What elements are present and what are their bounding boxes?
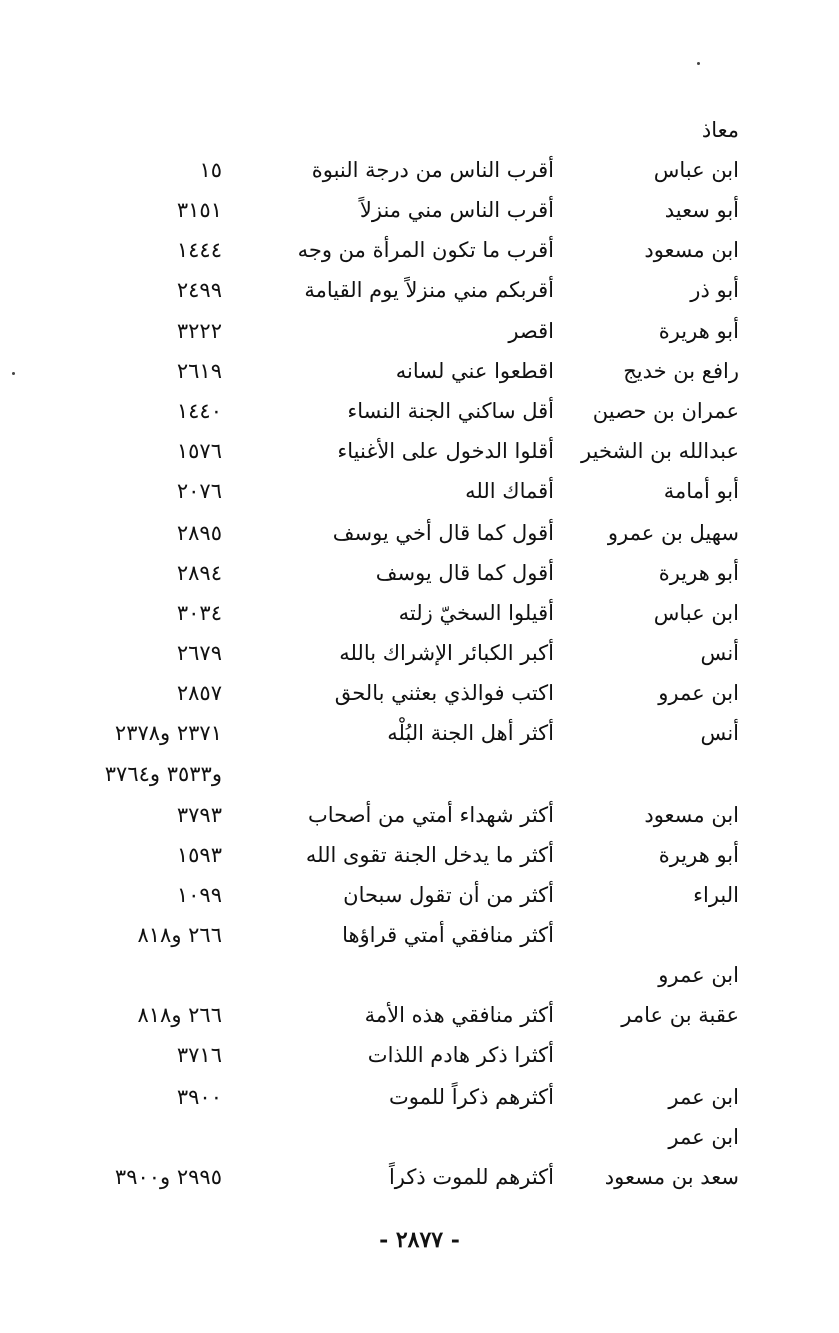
hadith-reference: ٢٨٥٧ <box>176 681 222 705</box>
index-row <box>0 553 839 593</box>
narrator-name: ابن عمرو <box>658 681 739 705</box>
index-row <box>0 915 839 955</box>
index-row <box>0 230 839 270</box>
hadith-reference: ٢٦٦ و٨١٨ <box>137 923 222 947</box>
index-row <box>0 471 839 511</box>
page-number: - ٢٨٧٧ - <box>379 1227 460 1253</box>
narrator-name: سهيل بن عمرو <box>607 521 739 545</box>
hadith-reference: ٢٩٩٥ و٣٩٠٠ <box>114 1165 222 1189</box>
index-row <box>0 593 839 633</box>
hadith-text: اقطعوا عني لسانه <box>395 359 554 383</box>
index-row <box>0 150 839 190</box>
hadith-reference: ٢٣٧١ و٢٣٧٨ <box>114 721 222 745</box>
hadith-reference: ٣٧٩٣ <box>176 803 222 827</box>
narrator-name: أنس <box>700 641 739 665</box>
hadith-text: اكتب فوالذي بعثني بالحق <box>334 681 554 705</box>
hadith-reference: ١٤٤٠ <box>176 399 222 423</box>
hadith-text: أقول كما قال أخي يوسف <box>332 521 554 545</box>
narrator-name: ابن عمر <box>668 1125 739 1149</box>
hadith-text: أقرب الناس من درجة النبوة <box>311 158 554 182</box>
hadith-reference: ١٥٩٣ <box>176 843 222 867</box>
index-row <box>0 995 839 1035</box>
narrator-name: ابن عباس <box>653 601 739 625</box>
hadith-reference: ٢٠٧٦ <box>176 479 222 503</box>
hadith-text: اقصر <box>508 319 554 343</box>
hadith-reference: ٣١٥١ <box>176 198 222 222</box>
index-row <box>0 513 839 553</box>
narrator-name: ابن عباس <box>653 158 739 182</box>
hadith-text: أقول كما قال يوسف <box>375 561 554 585</box>
hadith-text: أقربكم مني منزلاً يوم القيامة <box>304 278 554 302</box>
index-row <box>0 713 839 753</box>
hadith-reference: ٣٧١٦ <box>176 1043 222 1067</box>
narrator-name: ابن عمرو <box>658 963 739 987</box>
index-row <box>0 1035 839 1075</box>
narrator-name: ابن عمر <box>668 1085 739 1109</box>
index-row <box>0 835 839 875</box>
narrator-name: رافع بن خديج <box>623 359 739 383</box>
index-row <box>0 1117 839 1157</box>
hadith-reference: ٢٦٧٩ <box>176 641 222 665</box>
index-row <box>0 633 839 673</box>
hadith-text: أكثرا ذكر هادم اللذات <box>367 1043 554 1067</box>
hadith-reference: ١٤٤٤ <box>176 238 222 262</box>
hadith-text: أكثرهم ذكراً للموت <box>388 1085 554 1109</box>
narrator-name: أبو ذر <box>690 278 739 302</box>
hadith-text: أقرب ما تكون المرأة من وجه <box>297 238 554 262</box>
hadith-text: أكثر شهداء أمتي من أصحاب <box>307 803 554 827</box>
index-row <box>0 673 839 713</box>
narrator-name: البراء <box>693 883 739 907</box>
hadith-reference: ٣٩٠٠ <box>176 1085 222 1109</box>
narrator-name: معاذ <box>701 118 739 142</box>
hadith-text: أكثر ما يدخل الجنة تقوى الله <box>305 843 554 867</box>
hadith-reference: ٢٦٦ و٨١٨ <box>137 1003 222 1027</box>
index-row <box>0 1077 839 1117</box>
hadith-text: أكثر منافقي هذه الأمة <box>364 1003 554 1027</box>
hadith-text: أكثر منافقي أمتي قراؤها <box>342 923 554 947</box>
hadith-text: أقرب الناس مني منزلاً <box>359 198 554 222</box>
index-row <box>0 431 839 471</box>
narrator-name: عقبة بن عامر <box>621 1003 739 1027</box>
narrator-name: سعد بن مسعود <box>604 1165 739 1189</box>
hadith-reference: ٢٨٩٥ <box>176 521 222 545</box>
index-row <box>0 391 839 431</box>
narrator-name: أنس <box>700 721 739 745</box>
narrator-name: أبو هريرة <box>658 319 739 343</box>
hadith-text: أقيلوا السخيّ زلته <box>398 601 554 625</box>
hadith-reference: ١٥ <box>199 158 222 182</box>
hadith-text: أقل ساكني الجنة النساء <box>347 399 554 423</box>
narrator-name: أبو سعيد <box>664 198 739 222</box>
index-row <box>0 351 839 391</box>
hadith-reference: ١٥٧٦ <box>176 439 222 463</box>
index-row <box>0 955 839 995</box>
index-row <box>0 795 839 835</box>
hadith-reference: و٣٥٣٣ و٣٧٦٤ <box>104 762 222 786</box>
index-row <box>0 190 839 230</box>
index-row <box>0 110 839 150</box>
hadith-reference: ١٠٩٩ <box>176 883 222 907</box>
hadith-reference: ٢٦١٩ <box>176 359 222 383</box>
index-row <box>0 311 839 351</box>
narrator-name: عمران بن حصين <box>592 399 739 423</box>
hadith-text: أكثر من أن تقول سبحان <box>343 883 554 907</box>
hadith-text: أقماك الله <box>465 479 554 503</box>
hadith-reference: ٣٠٣٤ <box>176 601 222 625</box>
narrator-name: أبو هريرة <box>658 561 739 585</box>
index-row <box>0 1157 839 1197</box>
narrator-name: عبدالله بن الشخير <box>581 439 739 463</box>
index-row <box>0 875 839 915</box>
index-row <box>0 754 839 794</box>
hadith-text: أقلوا الدخول على الأغنياء <box>337 439 554 463</box>
hadith-text: أكثر أهل الجنة البُلْه <box>387 721 554 745</box>
narrator-name: أبو هريرة <box>658 843 739 867</box>
narrator-name: أبو أمامة <box>663 479 739 503</box>
index-row <box>0 270 839 310</box>
hadith-text: أكثرهم للموت ذكراً <box>388 1165 554 1189</box>
hadith-reference: ٢٨٩٤ <box>176 561 222 585</box>
hadith-reference: ٣٢٢٢ <box>176 319 222 343</box>
narrator-name: ابن مسعود <box>644 803 739 827</box>
hadith-text: أكبر الكبائر الإشراك بالله <box>339 641 554 665</box>
hadith-reference: ٢٤٩٩ <box>176 278 222 302</box>
narrator-name: ابن مسعود <box>644 238 739 262</box>
speck-top <box>697 62 700 65</box>
